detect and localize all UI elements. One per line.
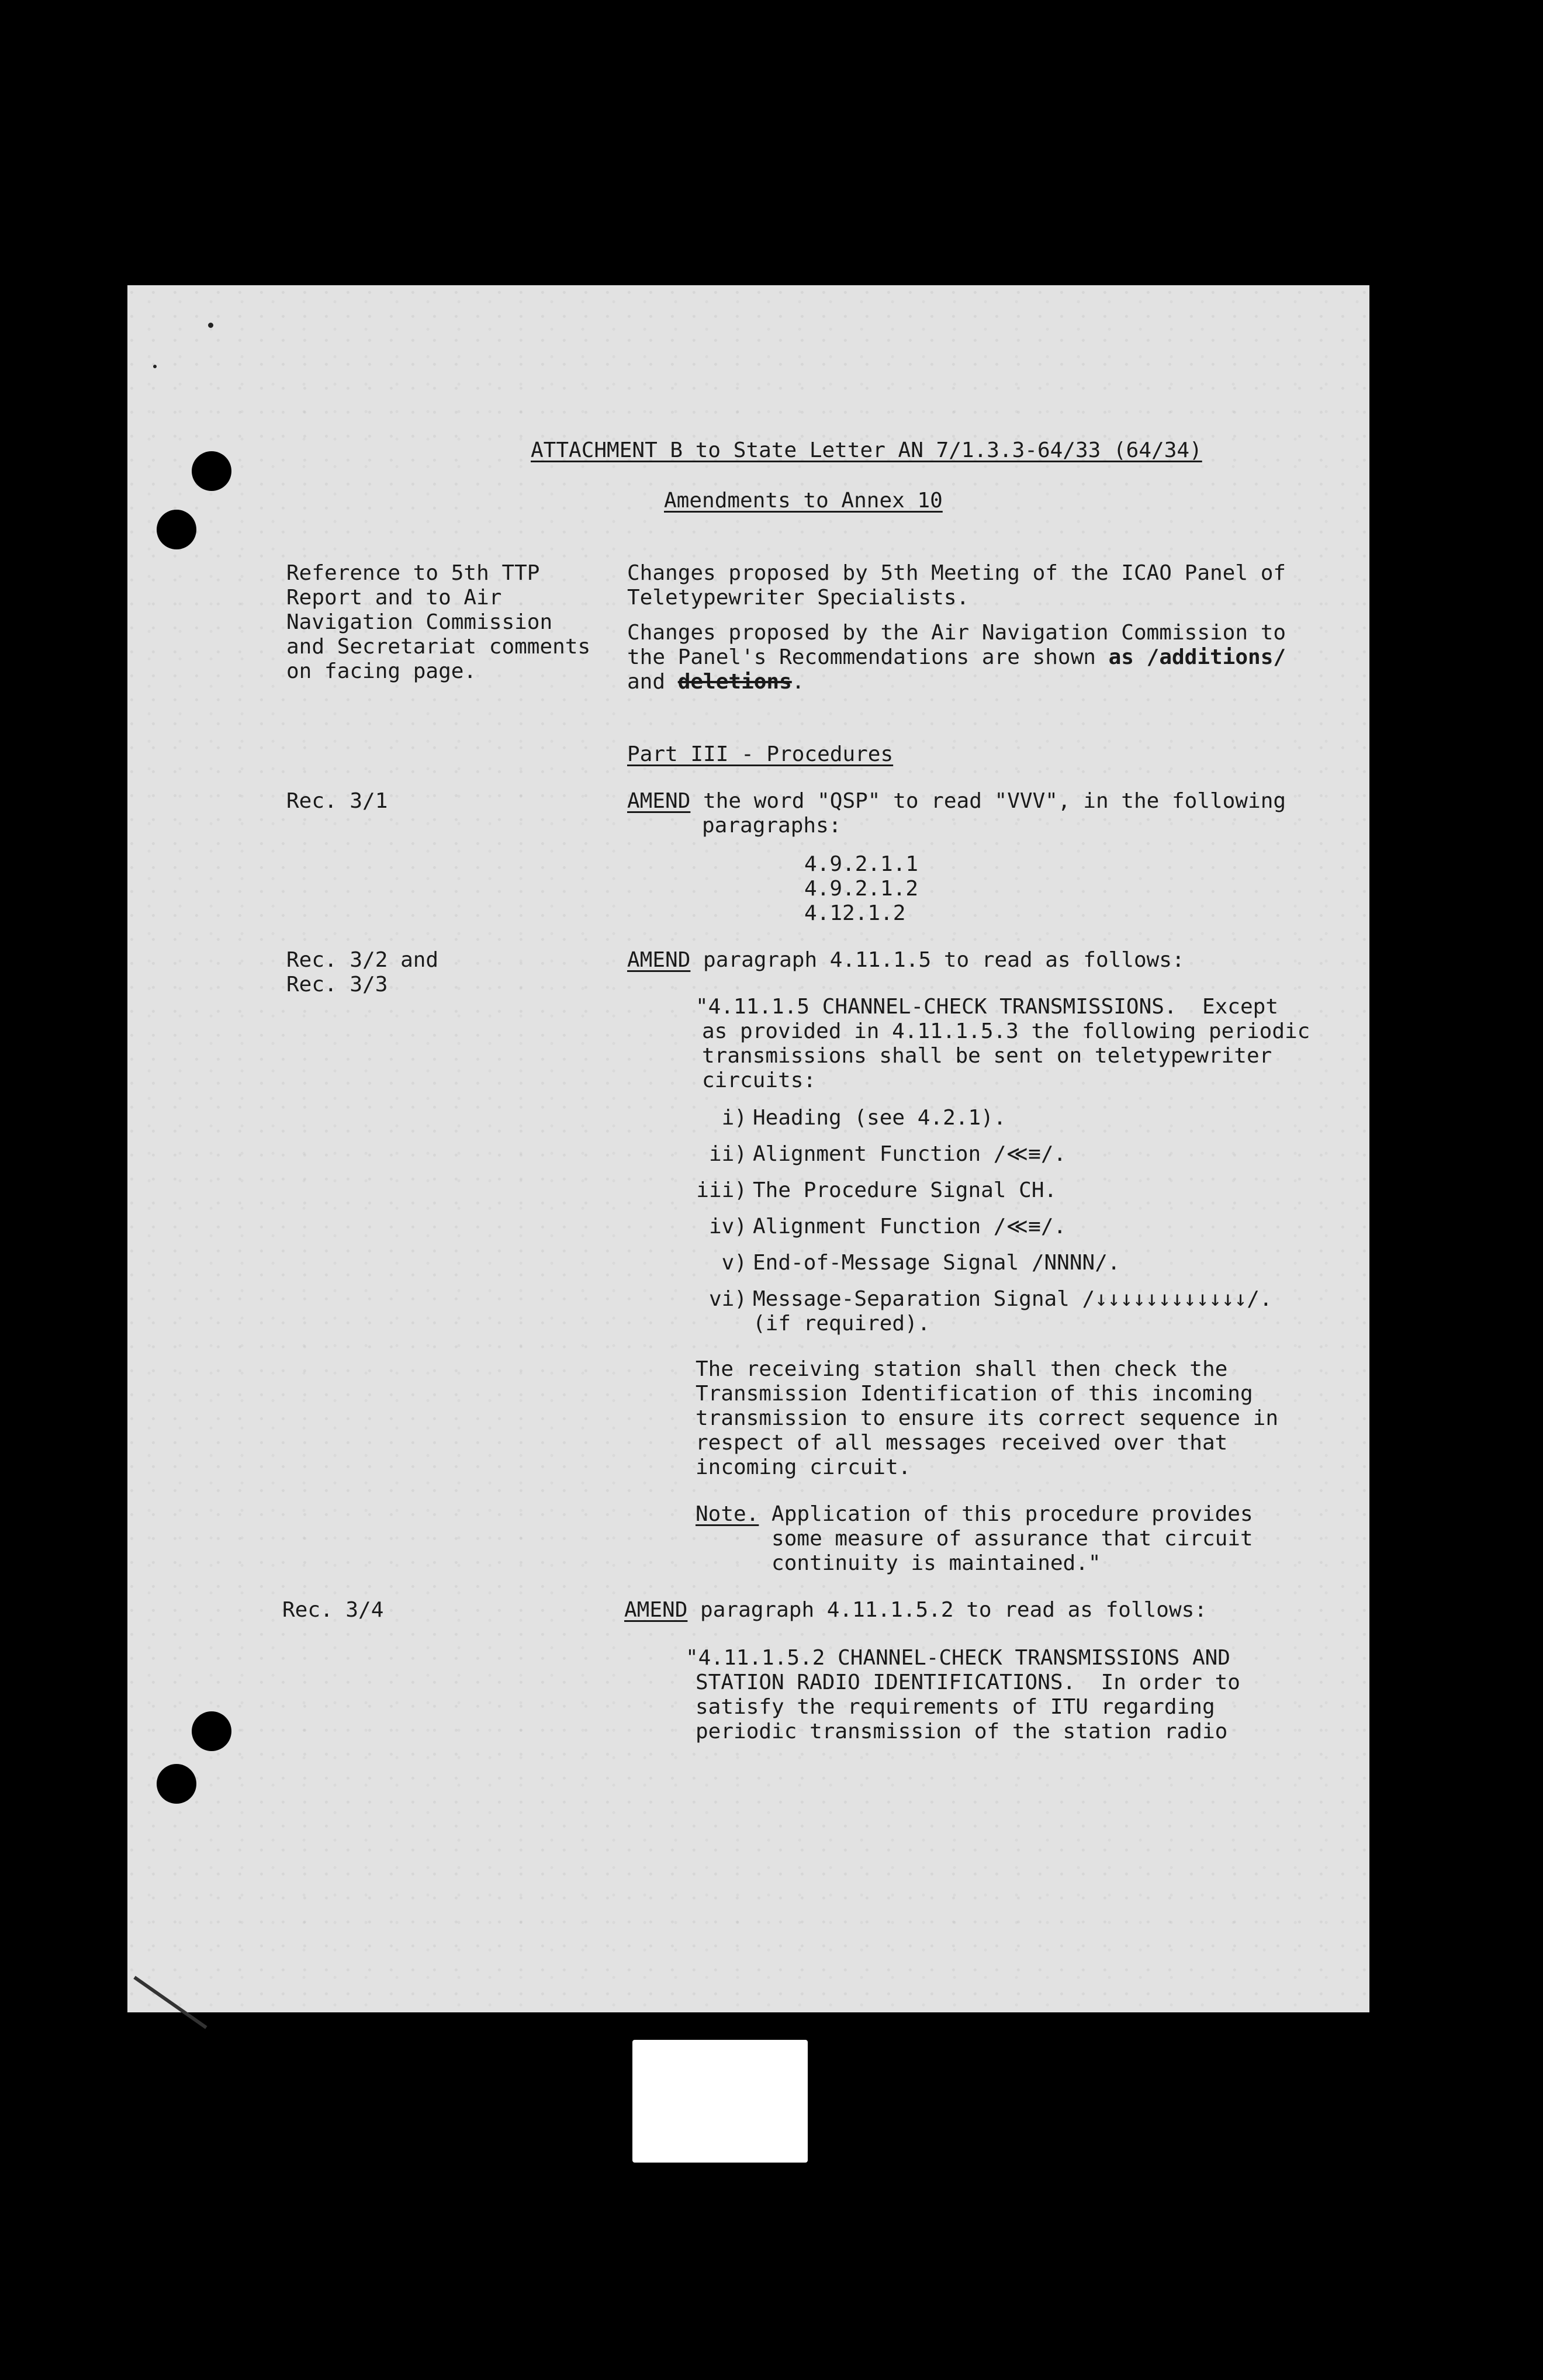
intro-line: Changes proposed by 5th Meeting of the ICAO Panel of [627,561,1286,585]
quote-line: periodic transmission of the station radio [696,1720,1228,1744]
rec-label: Rec. 3/3 [286,973,388,997]
note-label: Note. [696,1502,759,1526]
amend-line: AMEND paragraph 4.11.1.5.2 to read as follows: [624,1598,1208,1622]
list-item-number: iv) [708,1215,747,1239]
quote-line: circuits: [702,1068,817,1092]
part-heading: Part III - Procedures [627,742,894,766]
quote-line: "4.11.1.5 CHANNEL-CHECK TRANSMISSIONS. Except [696,995,1278,1019]
body-line: respect of all messages received over that [696,1431,1228,1455]
quote-line: "4.11.1.5.2 CHANNEL-CHECK TRANSMISSIONS AND [686,1646,1230,1670]
list-item: End-of-Message Signal /NNNN/. [753,1251,1120,1275]
body-line: Transmission Identification of this incoming [696,1382,1253,1406]
note-line: some measure of assurance that circuit [696,1527,1253,1551]
rec-label: Rec. 3/2 and [286,948,439,972]
punch-hole [192,1711,231,1751]
list-item: Alignment Function /≪≡/. [753,1142,1067,1166]
note-line: continuity is maintained." [696,1551,1101,1575]
body-line: transmission to ensure its correct sequence in [696,1406,1278,1430]
left-note-line: Report and to Air [286,586,502,610]
body-line: incoming circuit. [696,1455,911,1479]
intro-line: Changes proposed by the Air Navigation Commission to [627,621,1286,645]
left-note-line: on facing page. [286,659,477,683]
document-title: ATTACHMENT B to State Letter AN 7/1.3.3-64/33 (64/34) [531,438,1202,462]
list-item-number: ii) [708,1142,747,1166]
deletions-marker: deletions [677,670,792,694]
body-line: The receiving station shall then check the [696,1357,1228,1381]
intro-line: the Panel's Recommendations are shown as /additions/ [627,645,1286,669]
list-item: The Procedure Signal CH. [753,1178,1057,1202]
list-item-number: i) [721,1106,747,1130]
document-subtitle: Amendments to Annex 10 [664,489,943,513]
blank-label-card [632,2040,808,2163]
paragraph-ref: 4.9.2.1.1 [804,852,919,876]
note-line: Note. Application of this procedure provides [696,1502,1253,1526]
paper-speck [208,323,213,328]
list-item: Message-Separation Signal /↓↓↓↓↓↓↓↓↓↓↓↓/. [753,1287,1272,1311]
left-note-line: Reference to 5th TTP [286,561,540,585]
amend-line: paragraphs: [702,814,842,838]
punch-hole [157,510,196,549]
document-page [127,285,1369,2012]
additions-marker: /additions/ [1146,645,1286,669]
list-item-number: iii) [696,1178,747,1202]
paper-speck [153,365,157,368]
intro-line: and deletions. [627,670,805,694]
list-item-continuation: (if required). [753,1312,930,1336]
left-note-line: and Secretariat comments [286,635,591,659]
list-item-number: vi) [708,1287,747,1311]
amend-line: AMEND paragraph 4.11.1.5 to read as follows: [627,948,1185,972]
intro-line: Teletypewriter Specialists. [627,586,970,610]
punch-hole [192,451,231,491]
paragraph-ref: 4.9.2.1.2 [804,877,919,901]
left-note-line: Navigation Commission [286,610,553,634]
quote-line: as provided in 4.11.1.5.3 the following periodic [702,1019,1310,1043]
quote-line: STATION RADIO IDENTIFICATIONS. In order to [696,1670,1240,1694]
list-item: Alignment Function /≪≡/. [753,1215,1067,1239]
punch-hole [157,1764,196,1804]
amend-line: AMEND the word "QSP" to read "VVV", in the following [627,789,1286,813]
list-item: Heading (see 4.2.1). [753,1106,1006,1130]
list-item-number: v) [721,1251,747,1275]
rec-label: Rec. 3/1 [286,789,388,813]
rec-label: Rec. 3/4 [282,1598,384,1622]
quote-line: satisfy the requirements of ITU regarding [696,1695,1215,1719]
quote-line: transmissions shall be sent on teletypewriter [702,1044,1272,1068]
paragraph-ref: 4.12.1.2 [804,901,906,925]
